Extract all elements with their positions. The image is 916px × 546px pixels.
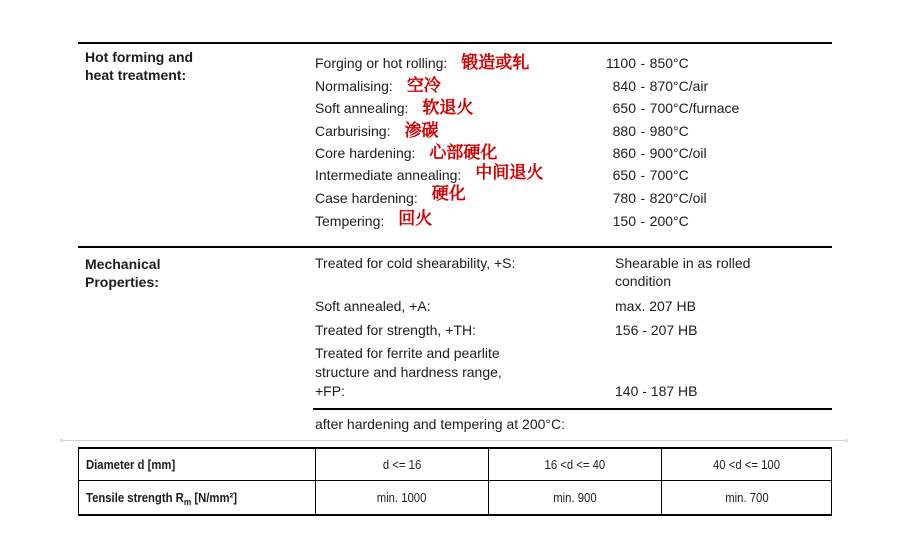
process-chinese-label: 渗碳 [404, 121, 439, 140]
temp-dash: - [640, 100, 646, 116]
temp-from: 1100 [605, 55, 636, 71]
temp-to: 700°C/furnace [649, 100, 740, 116]
temp-dash: - [640, 55, 646, 71]
tensile-label-suffix: [N/mm²] [191, 490, 238, 505]
tensile-label-cell [79, 481, 315, 514]
strength-value: 156 - 207 HB [615, 322, 698, 338]
temp-dash: - [640, 213, 646, 229]
heat-row-tempering [315, 210, 875, 232]
process-chinese-label: 锻造或轧 [461, 53, 530, 72]
temp-to: 900°C/oil [649, 145, 707, 161]
temp-to: 870°C/air [649, 78, 709, 94]
temperature-range [598, 97, 739, 119]
process-chinese-label: 空冷 [406, 76, 441, 95]
heat-row-forging [315, 52, 875, 74]
heat-row-soft-annealing [315, 97, 875, 119]
diameter-label: Diameter d [mm] [86, 457, 176, 472]
shearability-name: Treated for cold shearability, +S: [315, 255, 516, 271]
soft-annealed-name: Soft annealed, +A: [315, 298, 431, 314]
temperature-range [598, 210, 689, 232]
diameter-tensile-table [78, 447, 832, 516]
tensile-label-prefix: Tensile strength R [86, 490, 184, 505]
heat-section-label [85, 48, 193, 84]
heat-section-label-line2: heat treatment: [85, 67, 187, 83]
diameter-label-cell [79, 449, 315, 480]
process-chinese-label: 软退火 [422, 98, 474, 117]
diameter-range-cell-3 [661, 449, 831, 480]
diameter-range-1: d <= 16 [382, 457, 422, 472]
process-chinese-label: 回火 [398, 209, 433, 228]
shearability-value-line1: Shearable in as rolled [615, 255, 751, 271]
temp-from: 150 [612, 213, 636, 229]
heat-section-label-line1: Hot forming and [85, 49, 194, 65]
ferrite-pearlite-name-line3: +FP: [315, 383, 345, 399]
shearability-value-line2: condition [615, 273, 672, 289]
ferrite-pearlite-name-line2: structure and hardness range, [315, 364, 502, 380]
temp-from: 650 [612, 100, 636, 116]
temperature-range [598, 187, 707, 209]
temp-from: 780 [612, 190, 636, 206]
process-label: Soft annealing: [315, 100, 409, 116]
diameter-range-2: 16 <d <= 40 [544, 457, 606, 472]
process-label: Normalising: [315, 78, 393, 94]
hairline-tick-left [60, 439, 63, 442]
hairline-tick-right [845, 439, 848, 442]
tensile-value-3: min. 700 [724, 490, 769, 505]
strength-name: Treated for strength, +TH: [315, 322, 476, 338]
temp-dash: - [640, 190, 646, 206]
temp-from: 880 [612, 123, 636, 139]
temp-to: 700°C [649, 167, 689, 183]
temp-dash: - [640, 167, 646, 183]
temp-dash: - [640, 145, 646, 161]
temp-dash: - [640, 123, 646, 139]
process-chinese-label: 中间退火 [475, 163, 544, 182]
temp-to: 200°C [649, 213, 689, 229]
tensile-label [86, 490, 238, 508]
process-label: Tempering: [315, 213, 385, 229]
process-chinese-label: 心部硬化 [429, 143, 498, 162]
temp-from: 860 [612, 145, 636, 161]
table-row-tensile [79, 481, 831, 514]
mechanical-section-label-line2: Properties: [85, 274, 159, 290]
sub-divider-rule [313, 408, 832, 410]
process-label: Intermediate annealing: [315, 167, 462, 183]
temperature-range [598, 164, 689, 186]
heat-row-case-hardening [315, 184, 875, 209]
top-rule [78, 42, 832, 44]
tensile-value-cell-1 [315, 481, 488, 514]
temperature-range [598, 52, 689, 74]
hardening-tempering-note: after hardening and tempering at 200°C: [315, 416, 565, 432]
temp-from: 840 [612, 78, 636, 94]
heat-row-core-hardening [315, 142, 875, 164]
mechanical-section-label [85, 255, 160, 291]
diameter-range-cell-2 [488, 449, 661, 480]
process-label: Carburising: [315, 123, 391, 139]
diameter-range-3: 40 <d <= 100 [713, 457, 780, 472]
page-hairline [62, 440, 846, 441]
temp-dash: - [640, 78, 646, 94]
ferrite-pearlite-value: 140 - 187 HB [615, 383, 698, 399]
section-divider-rule [78, 246, 832, 248]
ferrite-pearlite-name-line1: Treated for ferrite and pearlite [315, 345, 500, 361]
process-label: Forging or hot rolling: [315, 55, 448, 71]
heat-row-normalising [315, 75, 875, 97]
temp-from: 650 [612, 167, 636, 183]
soft-annealed-value: max. 207 HB [615, 298, 696, 314]
tensile-value-2: min. 900 [553, 490, 597, 505]
table-row-diameter [79, 449, 831, 481]
tensile-value-cell-2 [488, 481, 661, 514]
temperature-range [598, 142, 707, 164]
temp-to: 850°C [649, 55, 689, 71]
process-chinese-label: 硬化 [431, 184, 466, 203]
heat-row-intermediate-annealing [315, 164, 875, 186]
temperature-range [598, 75, 708, 97]
tensile-value-cell-3 [661, 481, 831, 514]
temp-to: 980°C [649, 123, 689, 139]
heat-row-carburising [315, 120, 875, 142]
process-label: Core hardening: [315, 145, 416, 161]
process-label: Case hardening: [315, 190, 418, 206]
temp-to: 820°C/oil [649, 190, 707, 206]
temperature-range [598, 120, 689, 142]
mechanical-section-label-line1: Mechanical [85, 256, 161, 272]
diameter-range-cell-1 [315, 449, 488, 480]
tensile-label-subscript: m [183, 497, 192, 508]
tensile-value-1: min. 1000 [377, 490, 427, 505]
